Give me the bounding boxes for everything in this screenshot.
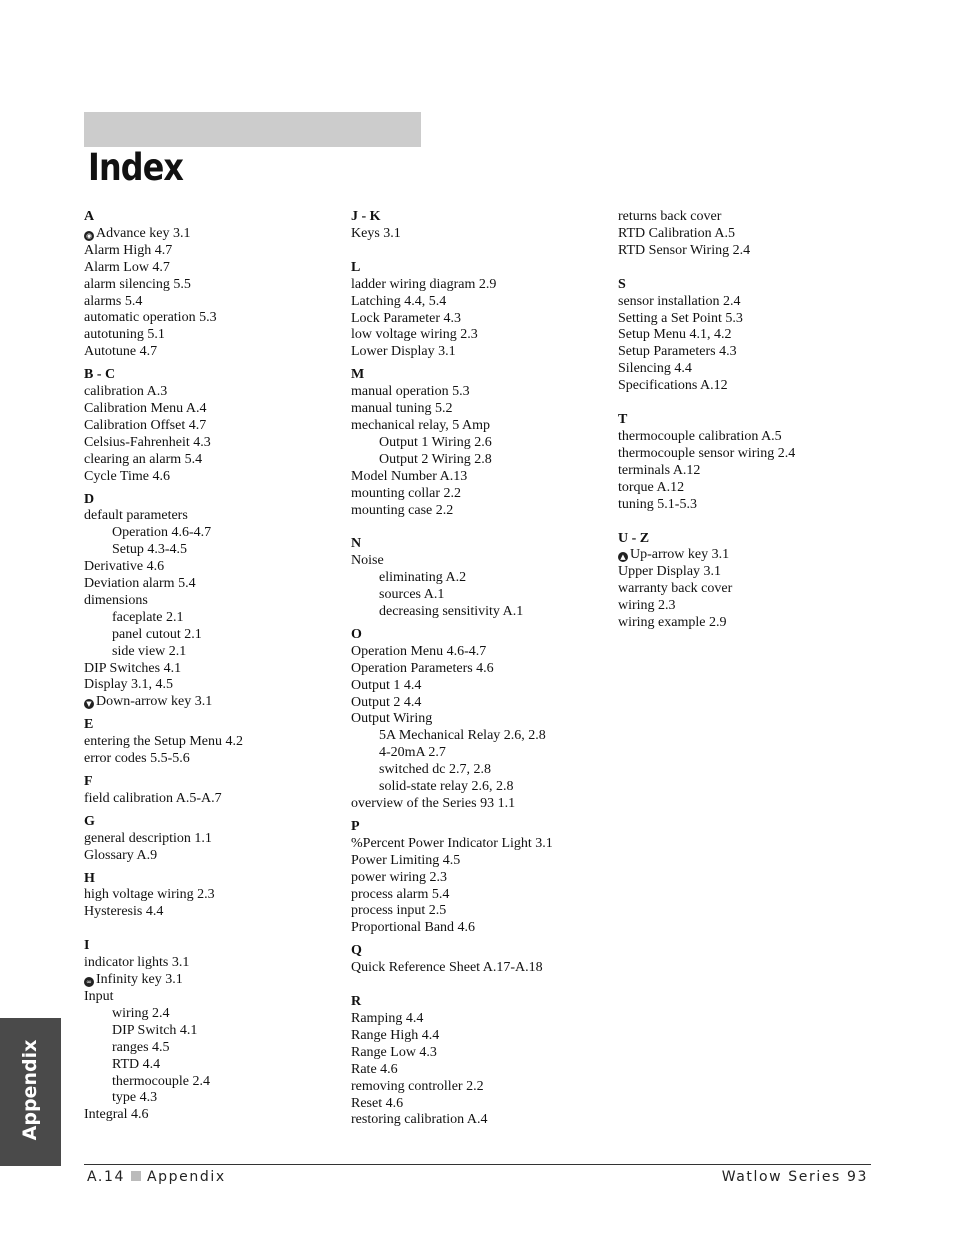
section-letter-heading: F (84, 774, 93, 789)
index-section (618, 412, 918, 513)
section-letter-heading: I (84, 938, 90, 954)
entry-text: manual tuning 5.2 (351, 401, 453, 417)
index-entry (351, 1112, 601, 1129)
index-entry (351, 796, 601, 813)
entry-text: clearing an alarm 5.4 (84, 451, 203, 467)
index-entry (351, 853, 601, 870)
entry-text: thermocouple sensor wiring 2.4 (618, 445, 796, 461)
index-entry (351, 226, 601, 243)
index-entry (351, 903, 601, 920)
entry-text: Setup Parameters 4.3 (618, 344, 737, 360)
entry-text: process alarm 5.4 (351, 886, 450, 902)
entry-text: wiring 2.3 (618, 598, 676, 614)
index-entry (84, 904, 334, 921)
index-entry (84, 435, 334, 452)
entry-text: Output 1 Wiring 2.6 (379, 434, 492, 450)
page-title: Index (88, 146, 184, 189)
entry-text: Operation 4.6-4.7 (112, 525, 212, 541)
index-entry (84, 734, 334, 751)
index-entry (84, 831, 334, 848)
index-subentry (84, 644, 334, 661)
section-letter-heading: B - C (84, 367, 116, 383)
index-subentry (84, 542, 334, 559)
index-entry (618, 294, 918, 311)
index-entry (84, 576, 334, 593)
footer-left (87, 1169, 226, 1185)
page-number: A.14 (87, 1169, 125, 1185)
index-section (351, 819, 601, 937)
index-entry (618, 480, 918, 497)
index-entry (84, 243, 334, 260)
index-subentry (351, 728, 601, 745)
entry-text: Hysteresis 4.4 (84, 904, 164, 920)
index-entry (84, 751, 334, 768)
entry-text: sensor installation 2.4 (618, 293, 741, 309)
index-subentry (351, 762, 601, 779)
index-entry (84, 848, 334, 865)
entry-text: Output Wiring (351, 711, 433, 727)
index-entry (84, 384, 334, 401)
index-section (618, 209, 918, 260)
index-entry (351, 503, 601, 520)
entry-text: solid-state relay 2.6, 2.8 (379, 779, 514, 795)
entry-text: error codes 5.5-5.6 (84, 751, 190, 767)
index-column-2 (351, 209, 601, 1129)
entry-text: alarms 5.4 (84, 293, 143, 309)
index-entry (351, 469, 601, 486)
entry-text: power wiring 2.3 (351, 869, 448, 885)
index-entry (84, 418, 334, 435)
section-letter-heading: O (351, 626, 362, 642)
entry-text: mounting collar 2.2 (351, 485, 462, 501)
index-section (84, 871, 334, 922)
index-subentry (84, 1057, 334, 1074)
entry-text: general description 1.1 (84, 830, 212, 846)
entry-text: Output 2 4.4 (351, 694, 422, 710)
index-entry (84, 677, 334, 694)
entry-text: RTD 4.4 (112, 1056, 161, 1072)
index-entry (618, 209, 918, 226)
index-column-3 (618, 209, 918, 632)
index-subentry (351, 745, 601, 762)
section-letter-heading: S (618, 276, 626, 292)
advance-key-icon: ◉ (85, 231, 93, 240)
entry-text: Display 3.1, 4.5 (84, 677, 174, 693)
index-entry (618, 243, 918, 260)
index-entry (84, 452, 334, 469)
index-entry (84, 791, 334, 808)
entry-text: Down-arrow key 3.1 (96, 694, 213, 710)
entry-text: calibration A.3 (84, 384, 168, 400)
entry-text: indicator lights 3.1 (84, 955, 190, 971)
index-subentry (84, 525, 334, 542)
entry-text: Cycle Time 4.6 (84, 468, 170, 484)
index-entry (351, 870, 601, 887)
entry-text: autotuning 5.1 (84, 327, 165, 343)
square-bullet-icon (131, 1171, 141, 1181)
entry-text: default parameters (84, 508, 188, 524)
index-section (351, 627, 601, 813)
entry-text: thermocouple 2.4 (112, 1073, 210, 1089)
entry-text: Quick Reference Sheet A.17-A.18 (351, 960, 543, 976)
index-entry (84, 593, 334, 610)
entry-text: Alarm High 4.7 (84, 242, 173, 258)
entry-text: DIP Switch 4.1 (112, 1022, 198, 1038)
entry-text: RTD Calibration A.5 (618, 225, 735, 241)
index-section (351, 943, 601, 977)
index-entry (84, 344, 334, 361)
section-letter-heading: N (351, 536, 362, 552)
index-section (618, 277, 918, 395)
footer-section: Appendix (147, 1169, 226, 1185)
section-letter-heading: J - K (351, 209, 381, 224)
entry-text: Autotune 4.7 (84, 344, 158, 360)
entry-text: Advance key 3.1 (96, 225, 191, 241)
index-entry (618, 361, 918, 378)
entry-text: removing controller 2.2 (351, 1078, 484, 1094)
entry-text: Specifications A.12 (618, 378, 728, 394)
index-entry (618, 429, 918, 446)
entry-text: Alarm Low 4.7 (84, 259, 170, 275)
entry-text: Operation Menu 4.6-4.7 (351, 643, 487, 659)
index-subentry (351, 779, 601, 796)
index-column-1 (84, 209, 334, 1124)
index-section (618, 531, 918, 632)
section-letter-heading: U - Z (618, 530, 650, 546)
index-entry (84, 277, 334, 294)
index-entry (351, 678, 601, 695)
index-entry (84, 310, 334, 327)
index-entry (351, 1045, 601, 1062)
entry-text: Ramping 4.4 (351, 1010, 424, 1026)
index-entry (351, 695, 601, 712)
index-entry (84, 955, 334, 972)
index-section (84, 938, 334, 1124)
entry-text: Calibration Menu A.4 (84, 400, 207, 416)
entry-text: Noise (351, 553, 384, 569)
index-entry (618, 446, 918, 463)
index-section (351, 260, 601, 361)
section-letter-heading: P (351, 818, 360, 834)
index-entry (84, 508, 334, 525)
entry-text: low voltage wiring 2.3 (351, 327, 478, 343)
entry-text: automatic operation 5.3 (84, 310, 217, 326)
index-entry (618, 311, 918, 328)
entry-text: ranges 4.5 (112, 1039, 170, 1055)
entry-text: Model Number A.13 (351, 468, 468, 484)
footer-rule (84, 1164, 871, 1165)
entry-text: dimensions (84, 592, 148, 608)
entry-text: warranty back cover (618, 581, 733, 597)
index-entry (618, 564, 918, 581)
index-entry (618, 497, 918, 514)
index-section (84, 367, 334, 485)
entry-text: tuning 5.1-5.3 (618, 496, 697, 512)
entry-text: Range High 4.4 (351, 1027, 440, 1043)
section-letter-heading: E (84, 717, 94, 733)
index-entry (618, 327, 918, 344)
section-letter-heading: A (84, 209, 95, 224)
index-subentry (84, 1074, 334, 1091)
index-subentry (351, 570, 601, 587)
index-entry (84, 294, 334, 311)
entry-text: sources A.1 (379, 587, 445, 603)
section-letter-heading: L (351, 259, 361, 275)
entry-text: Proportional Band 4.6 (351, 920, 476, 936)
index-subentry (84, 1023, 334, 1040)
side-tab-label: Appendix (19, 1039, 41, 1141)
entry-text: DIP Switches 4.1 (84, 660, 182, 676)
index-entry (351, 1062, 601, 1079)
index-entry (351, 486, 601, 503)
entry-text: panel cutout 2.1 (112, 626, 202, 642)
index-subentry (84, 627, 334, 644)
entry-text: Latching 4.4, 5.4 (351, 293, 447, 309)
index-entry (351, 311, 601, 328)
entry-text: Upper Display 3.1 (618, 564, 722, 580)
entry-text: Infinity key 3.1 (96, 972, 183, 988)
entry-text: Derivative 4.6 (84, 559, 165, 575)
index-section (351, 209, 601, 243)
entry-text: Setting a Set Point 5.3 (618, 310, 743, 326)
entry-text: side view 2.1 (112, 643, 187, 659)
index-entry (84, 226, 334, 243)
index-subentry (351, 452, 601, 469)
section-letter-heading: Q (351, 943, 362, 959)
index-section (351, 367, 601, 519)
entry-text: Integral 4.6 (84, 1107, 149, 1123)
section-letter-heading: R (351, 994, 362, 1010)
index-subentry (84, 610, 334, 627)
index-entry (84, 661, 334, 678)
entry-text: mounting case 2.2 (351, 502, 454, 518)
entry-text: Glossary A.9 (84, 847, 158, 863)
index-entry (84, 989, 334, 1006)
entry-text: Deviation alarm 5.4 (84, 576, 196, 592)
index-entry (351, 644, 601, 661)
section-letter-heading: M (351, 367, 365, 383)
index-entry (351, 327, 601, 344)
index-entry (351, 661, 601, 678)
index-entry (351, 1028, 601, 1045)
entry-text: 4-20mA 2.7 (379, 745, 446, 761)
index-entry (351, 960, 601, 977)
entry-text: Output 1 4.4 (351, 677, 422, 693)
index-section (84, 209, 334, 361)
section-letter-heading: T (618, 412, 628, 428)
entry-text: thermocouple calibration A.5 (618, 428, 782, 444)
index-entry (84, 559, 334, 576)
index-entry (351, 1079, 601, 1096)
entry-text: Reset 4.6 (351, 1095, 404, 1111)
entry-text: Setup Menu 4.1, 4.2 (618, 327, 732, 343)
index-entry (351, 1096, 601, 1113)
index-entry (618, 615, 918, 632)
index-entry (618, 378, 918, 395)
index-entry (351, 277, 601, 294)
index-entry (351, 887, 601, 904)
entry-text: Output 2 Wiring 2.8 (379, 451, 492, 467)
entry-text: type 4.3 (112, 1090, 158, 1106)
entry-text: %Percent Power Indicator Light 3.1 (351, 835, 553, 851)
index-entry (351, 711, 601, 728)
index-subentry (351, 604, 601, 621)
index-entry (84, 887, 334, 904)
index-section (351, 536, 601, 621)
index-entry (84, 1107, 334, 1124)
entry-text: Input (84, 988, 114, 1004)
index-entry (351, 418, 601, 435)
index-section (84, 492, 334, 712)
index-section (84, 717, 334, 768)
index-entry (84, 972, 334, 989)
index-entry (351, 920, 601, 937)
entry-text: Power Limiting 4.5 (351, 852, 461, 868)
entry-text: wiring 2.4 (112, 1005, 170, 1021)
entry-text: wiring example 2.9 (618, 615, 727, 631)
index-entry (351, 836, 601, 853)
entry-text: Rate 4.6 (351, 1061, 398, 1077)
index-subentry (84, 1040, 334, 1057)
down-arrow-key-icon: ▼ (84, 699, 94, 709)
entry-text: switched dc 2.7, 2.8 (379, 762, 491, 778)
entry-text: alarm silencing 5.5 (84, 276, 191, 292)
index-entry (618, 598, 918, 615)
entry-text: field calibration A.5-A.7 (84, 790, 222, 806)
index-section (84, 814, 334, 865)
index-entry (618, 581, 918, 598)
entry-text: Calibration Offset 4.7 (84, 417, 207, 433)
entry-text: Lock Parameter 4.3 (351, 310, 462, 326)
entry-text: ladder wiring diagram 2.9 (351, 276, 497, 292)
title-banner-bar (84, 112, 421, 147)
index-entry (618, 547, 918, 564)
up-arrow-key-icon: ▲ (618, 552, 628, 562)
index-entry (84, 260, 334, 277)
section-letter-heading: G (84, 813, 95, 829)
entry-text: Silencing 4.4 (618, 361, 692, 377)
index-section (84, 774, 334, 808)
index-entry (618, 226, 918, 243)
index-entry (618, 463, 918, 480)
index-entry (351, 401, 601, 418)
entry-text: manual operation 5.3 (351, 384, 470, 400)
entry-text: Celsius-Fahrenheit 4.3 (84, 434, 211, 450)
index-subentry (84, 1090, 334, 1107)
entry-text: Up-arrow key 3.1 (630, 547, 730, 563)
index-entry (351, 344, 601, 361)
entry-text: entering the Setup Menu 4.2 (84, 734, 244, 750)
entry-text: Keys 3.1 (351, 225, 401, 241)
index-entry (351, 553, 601, 570)
index-entry (618, 344, 918, 361)
index-entry (351, 294, 601, 311)
entry-text: process input 2.5 (351, 903, 447, 919)
index-entry (84, 327, 334, 344)
entry-text: RTD Sensor Wiring 2.4 (618, 242, 751, 258)
entry-text: high voltage wiring 2.3 (84, 887, 215, 903)
entry-text: faceplate 2.1 (112, 609, 184, 625)
entry-text: eliminating A.2 (379, 570, 467, 586)
index-entry (84, 469, 334, 486)
index-entry (351, 1011, 601, 1028)
infinity-key-icon: ∞ (84, 977, 94, 987)
section-letter-heading: D (84, 491, 95, 507)
entry-text: returns back cover (618, 209, 722, 224)
entry-text: restoring calibration A.4 (351, 1112, 488, 1128)
index-entry (84, 694, 334, 711)
entry-text: 5A Mechanical Relay 2.6, 2.8 (379, 728, 546, 744)
index-subentry (351, 435, 601, 452)
entry-text: Setup 4.3-4.5 (112, 542, 188, 558)
entry-text: torque A.12 (618, 479, 685, 495)
entry-text: Lower Display 3.1 (351, 344, 456, 360)
index-section (351, 994, 601, 1129)
entry-text: Operation Parameters 4.6 (351, 660, 494, 676)
index-subentry (351, 587, 601, 604)
entry-text: overview of the Series 93 1.1 (351, 796, 516, 811)
footer-product: Watlow Series 93 (721, 1169, 868, 1185)
entry-text: mechanical relay, 5 Amp (351, 417, 491, 433)
entry-text: Range Low 4.3 (351, 1044, 437, 1060)
entry-text: terminals A.12 (618, 462, 701, 478)
section-letter-heading: H (84, 870, 95, 886)
entry-text: decreasing sensitivity A.1 (379, 604, 524, 620)
index-entry (351, 384, 601, 401)
index-entry (84, 401, 334, 418)
index-subentry (84, 1006, 334, 1023)
